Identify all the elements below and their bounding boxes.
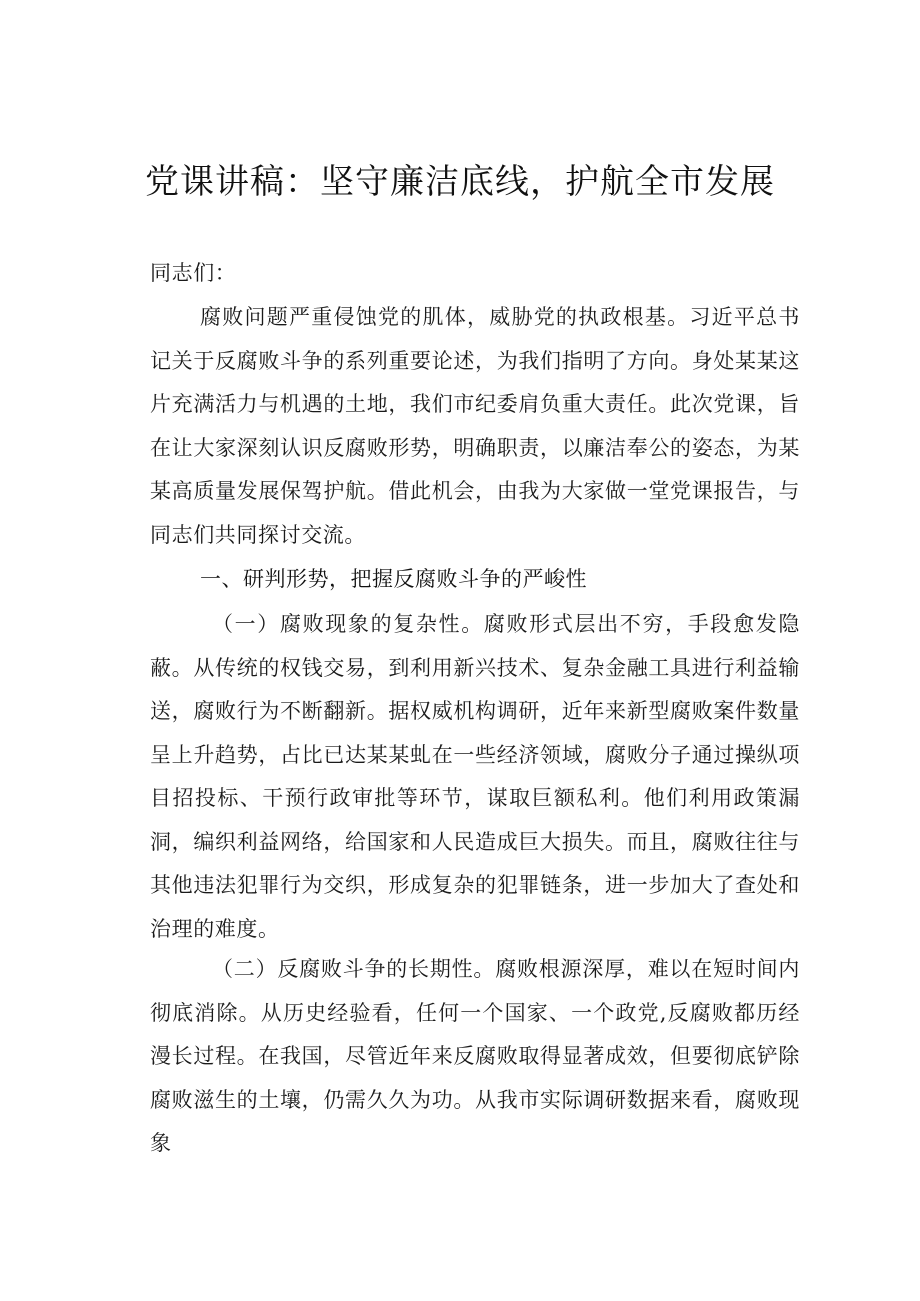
intro-paragraph: 腐败问题严重侵蚀党的肌体，威胁党的执政根基。习近平总书记关于反腐败斗争的系列重要论述，为我们指明了方向。身处某某这片充满活力与机遇的土地，我们市纪委肩负重大责任。此次党课，旨在让大家深刻认识反腐败形势，明确职责，以廉洁奉公的姿态，为某某高质量发展保驾护航。借此机会，由我为大家做一堂党课报告，与同志们共同探讨交流。 [150,305,800,547]
salutation: 同志们： [150,261,237,285]
section-heading-1: 一、研判形势，把握反腐败斗争的严峻性 [200,567,587,591]
section1-item1-paragraph: （一）腐败现象的复杂性。腐败形式层出不穷，手段愈发隐蔽。从传统的权钱交易，到利用新兴技术、复杂金融工具进行利益输送，腐败行为不断翻新。据权威机构调研，近年来新型腐败案件数量呈上升趋势，占比已达某某虬在一些经济领域，腐败分子通过操纵项目招投标、干预行政审批等环节，谋取巨额私利。他们利用政策漏洞，编织利益网络，给国家和人民造成巨大损失。而且，腐败往往与其他违法犯罪行为交织，形成复杂的犯罪链条，进一步加大了查处和治理的难度。 [150,612,800,941]
section1-item2-paragraph: （二）反腐败斗争的长期性。腐败根源深厚，难以在短时间内彻底消除。从历史经验看，任何一个国家、一个政党,反腐败都历经漫长过程。在我国，尽管近年来反腐败取得显著成效，但要彻底铲除腐败滋生的土壤，仍需久久为功。从我市实际调研数据来看，腐败现象 [150,957,800,1155]
document-title: 党课讲稿：坚守廉洁底线，护航全市发展 [145,162,775,202]
